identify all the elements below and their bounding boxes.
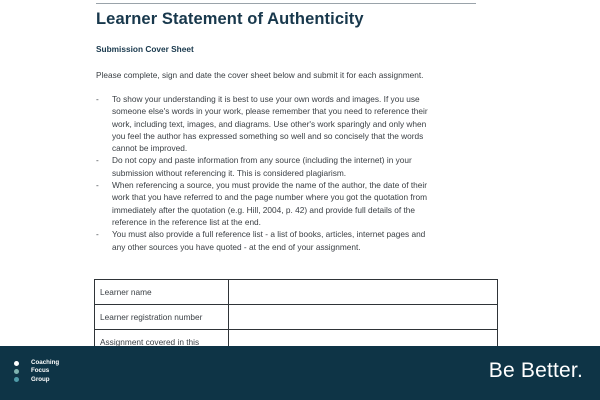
field-label: Assignment covered in this [95,330,229,347]
logo-dot-icon [14,377,19,382]
document-title: Learner Statement of Authenticity [96,10,364,28]
guidance-line: You must also provide a full reference list - a list of books, articles, internet pages and [112,229,426,240]
guidance-list [96,93,500,253]
guidance-line: work that you have referred to and the page number where you got the quotation from [112,192,428,203]
guidance-line: When referencing a source, you must provide the name of the author, the date of their [112,180,428,191]
document-subtitle: Submission Cover Sheet [96,44,194,54]
guidance-item [96,228,500,253]
guidance-line: someone else's words in your work, please remember that you need to reference their [112,106,428,117]
guidance-line: immediately after the quotation (e.g. Hill, 2004, p. 42) and provide full details of the [112,204,416,215]
top-divider [96,3,476,4]
bullet-dash: - [96,229,99,240]
assignment-covered-field[interactable] [229,330,498,347]
guidance-line: work, including text, images, and diagrams. Use other's work sparingly and only when [112,118,427,129]
guidance-item [96,179,500,228]
guidance-line: cannot be improved. [112,143,188,154]
field-label: Learner name [95,280,229,305]
tagline: Be Better. [488,359,583,382]
logo-wordmark [31,359,59,384]
bullet-dash: - [96,155,99,166]
guidance-item [96,154,500,179]
guidance-line: Do not copy and paste information from any source (including the internet) in your [112,155,412,166]
guidance-line: submission without referencing it. This is considered plagiarism. [112,167,347,178]
guidance-line: any other sources you have quoted - at the end of your assignment. [112,241,361,252]
logo-line: Group [31,375,50,383]
form-row [95,305,498,330]
intro-text: Please complete, sign and date the cover sheet below and submit it for each assignment. [96,70,424,80]
guidance-line: To show your understanding it is best to use your own words and images. If you use [112,94,420,104]
logo-line: Coaching [31,359,60,366]
learner-name-field[interactable] [229,280,498,305]
guidance-line: you feel the author has expressed something so well and so concisely that the words [112,130,424,141]
logo-dot-icon [14,361,19,366]
guidance-line: reference in the reference list at the end. [112,216,261,227]
guidance-item [96,93,500,154]
form-row [95,330,498,347]
logo-dot-icon [14,369,19,374]
cover-sheet-form [94,279,498,346]
company-logo [14,358,94,388]
form-row [95,280,498,305]
registration-number-field[interactable] [229,305,498,330]
bullet-dash: - [96,94,99,104]
field-label: Learner registration number [95,305,229,330]
bullet-dash: - [96,180,99,191]
logo-line: Focus [31,367,50,375]
